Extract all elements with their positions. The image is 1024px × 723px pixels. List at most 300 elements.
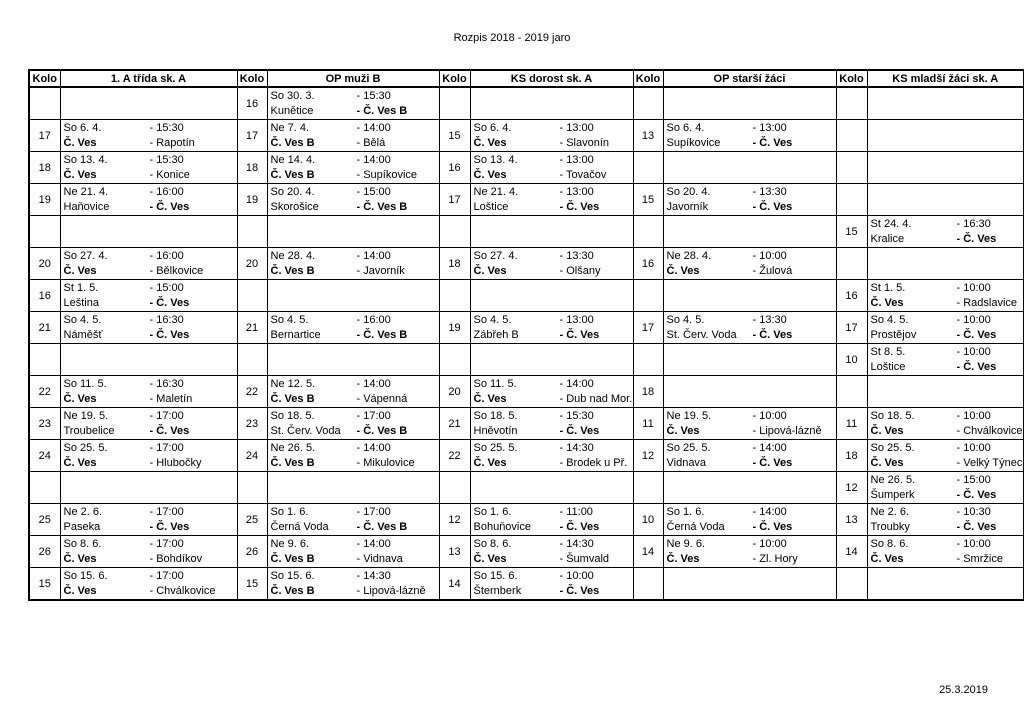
- match-cell: [867, 376, 1024, 408]
- home-team: Č. Ves: [63, 392, 97, 405]
- match-time: - 10:00: [956, 313, 991, 326]
- match-cell: [663, 440, 836, 472]
- away-team: - Č. Ves: [559, 200, 600, 213]
- home-team: Černá Voda: [666, 520, 725, 533]
- match-time: - 16:00: [149, 249, 184, 262]
- round-number: 16: [439, 152, 470, 184]
- round-number: [633, 280, 663, 312]
- match-time: - 13:00: [752, 121, 787, 134]
- match-cell: [60, 440, 237, 472]
- match-time: - 14:30: [559, 537, 594, 550]
- home-team: Č. Ves B: [270, 168, 315, 181]
- match-cell: [470, 87, 633, 120]
- home-team: Javorník: [666, 200, 709, 213]
- home-team: Supíkovice: [666, 136, 721, 149]
- round-number: 16: [836, 280, 867, 312]
- away-team: - Č. Ves: [149, 200, 190, 213]
- round-number: 17: [237, 120, 267, 152]
- away-team: - Č. Ves B: [356, 104, 408, 117]
- document-date: 25.3.2019: [939, 684, 988, 696]
- table-row: [29, 408, 1024, 440]
- header-competition: KS dorost sk. A: [470, 70, 633, 87]
- match-cell: [267, 440, 439, 472]
- round-number: [836, 568, 867, 601]
- match-cell: [663, 312, 836, 344]
- away-team: - Hlubočky: [149, 456, 202, 469]
- away-team: - Lipová-lázně: [356, 584, 426, 597]
- match-cell: [470, 440, 633, 472]
- round-number: 12: [836, 472, 867, 504]
- match-cell: [267, 120, 439, 152]
- home-team: Č. Ves B: [270, 552, 315, 565]
- round-number: 11: [633, 408, 663, 440]
- round-number: 19: [29, 184, 60, 216]
- home-team: Troubelice: [63, 424, 115, 437]
- match-time: - 15:30: [149, 153, 184, 166]
- round-number: 14: [836, 536, 867, 568]
- match-cell: [663, 184, 836, 216]
- header-kolo: Kolo: [29, 70, 60, 87]
- match-time: - 13:30: [559, 249, 594, 262]
- match-date: So 11. 5.: [63, 377, 107, 390]
- match-time: - 14:00: [356, 153, 391, 166]
- match-cell: [267, 280, 439, 312]
- match-cell: [867, 536, 1024, 568]
- match-cell: [267, 184, 439, 216]
- round-number: [836, 120, 867, 152]
- match-date: So 27. 4.: [473, 249, 518, 262]
- round-number: [836, 87, 867, 120]
- match-cell: [470, 248, 633, 280]
- table-row: [29, 87, 1024, 120]
- round-number: 20: [439, 376, 470, 408]
- away-team: - Velký Týnec: [956, 456, 1023, 469]
- match-date: Ne 26. 5.: [270, 441, 316, 454]
- home-team: Vidnava: [666, 456, 707, 469]
- match-cell: [867, 216, 1024, 248]
- match-cell: [60, 472, 237, 504]
- match-date: So 15. 6.: [63, 569, 108, 582]
- match-date: So 25. 5.: [870, 441, 915, 454]
- round-number: [439, 472, 470, 504]
- away-team: - Č. Ves: [956, 360, 997, 373]
- round-number: 19: [237, 184, 267, 216]
- round-number: 12: [633, 440, 663, 472]
- home-team: Loštice: [870, 360, 906, 373]
- match-time: - 10:00: [559, 569, 594, 582]
- match-cell: [663, 472, 836, 504]
- match-date: So 6. 4.: [666, 121, 705, 134]
- home-team: Č. Ves B: [270, 584, 315, 597]
- round-number: [439, 216, 470, 248]
- round-number: [439, 344, 470, 376]
- home-team: Č. Ves: [63, 456, 97, 469]
- home-team: Č. Ves: [63, 264, 97, 277]
- match-time: - 17:00: [149, 409, 184, 422]
- match-cell: [60, 120, 237, 152]
- round-number: 13: [633, 120, 663, 152]
- home-team: Haňovice: [63, 200, 110, 213]
- match-time: - 10:30: [956, 505, 991, 518]
- round-number: 18: [836, 440, 867, 472]
- table-row: [29, 568, 1024, 601]
- match-date: So 20. 4.: [270, 185, 315, 198]
- home-team: Hněvotín: [473, 424, 518, 437]
- match-time: - 14:00: [559, 377, 594, 390]
- match-time: - 17:00: [356, 409, 391, 422]
- home-team: Č. Ves: [870, 296, 904, 309]
- match-time: - 10:00: [956, 345, 991, 358]
- header-competition: 1. A třída sk. A: [60, 70, 237, 87]
- match-date: So 18. 5.: [270, 409, 315, 422]
- home-team: Č. Ves: [870, 552, 904, 565]
- round-number: 22: [237, 376, 267, 408]
- match-cell: [60, 312, 237, 344]
- match-date: St 24. 4.: [870, 217, 912, 230]
- table-row: [29, 440, 1024, 472]
- match-date: So 27. 4.: [63, 249, 108, 262]
- match-date: Ne 2. 6.: [63, 505, 103, 518]
- away-team: - Supíkovice: [356, 168, 418, 181]
- home-team: Č. Ves B: [270, 456, 315, 469]
- match-date: Ne 28. 4.: [666, 249, 712, 262]
- round-number: [633, 568, 663, 601]
- home-team: Černá Voda: [270, 520, 329, 533]
- header-competition: KS mladší žáci sk. A: [867, 70, 1024, 87]
- match-date: So 13. 4.: [63, 153, 108, 166]
- match-time: - 15:30: [356, 89, 391, 102]
- home-team: Loštice: [473, 200, 509, 213]
- table-row: [29, 536, 1024, 568]
- match-date: So 8. 6.: [63, 537, 102, 550]
- match-time: - 17:00: [356, 505, 391, 518]
- match-cell: [470, 344, 633, 376]
- match-date: Ne 9. 6.: [270, 537, 310, 550]
- home-team: St. Červ. Voda: [666, 328, 737, 341]
- round-number: [29, 472, 60, 504]
- match-time: - 10:00: [956, 281, 991, 294]
- match-date: So 8. 6.: [870, 537, 909, 550]
- round-number: 20: [29, 248, 60, 280]
- home-team: Č. Ves: [666, 264, 700, 277]
- match-time: - 13:00: [559, 121, 594, 134]
- match-cell: [60, 568, 237, 601]
- away-team: - Č. Ves B: [356, 200, 408, 213]
- match-cell: [60, 248, 237, 280]
- away-team: - Slavonín: [559, 136, 610, 149]
- home-team: Bernartice: [270, 328, 321, 341]
- away-team: - Lipová-lázně: [752, 424, 822, 437]
- table-row: [29, 152, 1024, 184]
- match-date: So 11. 5.: [473, 377, 517, 390]
- round-number: 15: [29, 568, 60, 601]
- match-cell: [60, 376, 237, 408]
- match-cell: [470, 408, 633, 440]
- round-number: 22: [29, 376, 60, 408]
- match-date: So 4. 5.: [666, 313, 705, 326]
- round-number: [836, 248, 867, 280]
- round-number: 12: [439, 504, 470, 536]
- round-number: 14: [633, 536, 663, 568]
- match-cell: [867, 312, 1024, 344]
- round-number: 25: [237, 504, 267, 536]
- match-date: Ne 21. 4.: [473, 185, 519, 198]
- home-team: Prostějov: [870, 328, 917, 341]
- round-number: 11: [836, 408, 867, 440]
- home-team: Skorošice: [270, 200, 319, 213]
- away-team: - Bohdíkov: [149, 552, 203, 565]
- match-time: - 16:00: [149, 185, 184, 198]
- away-team: - Vidnava: [356, 552, 403, 565]
- match-cell: [60, 280, 237, 312]
- round-number: 16: [237, 87, 267, 120]
- round-number: 26: [237, 536, 267, 568]
- round-number: 26: [29, 536, 60, 568]
- home-team: Paseka: [63, 520, 101, 533]
- match-date: So 6. 4.: [473, 121, 512, 134]
- round-number: 18: [237, 152, 267, 184]
- match-cell: [267, 87, 439, 120]
- match-date: Ne 2. 6.: [870, 505, 910, 518]
- home-team: Č. Ves: [63, 136, 97, 149]
- round-number: 17: [633, 312, 663, 344]
- round-number: 23: [29, 408, 60, 440]
- match-date: So 30. 3.: [270, 89, 315, 102]
- match-cell: [267, 408, 439, 440]
- match-date: So 25. 5.: [63, 441, 108, 454]
- match-cell: [663, 344, 836, 376]
- home-team: Č. Ves: [473, 168, 507, 181]
- away-team: - Č. Ves: [752, 328, 793, 341]
- match-cell: [60, 536, 237, 568]
- match-date: St 1. 5.: [63, 281, 99, 294]
- away-team: - Č. Ves: [149, 296, 190, 309]
- match-cell: [267, 344, 439, 376]
- round-number: 18: [29, 152, 60, 184]
- table-row: [29, 344, 1024, 376]
- match-cell: [267, 248, 439, 280]
- table-row: [29, 248, 1024, 280]
- match-time: - 14:00: [356, 121, 391, 134]
- away-team: - Brodek u Př.: [559, 456, 628, 469]
- match-cell: [663, 152, 836, 184]
- round-number: 15: [439, 120, 470, 152]
- table-row: [29, 312, 1024, 344]
- match-cell: [470, 568, 633, 601]
- match-cell: [470, 280, 633, 312]
- table-row: [29, 376, 1024, 408]
- match-cell: [267, 376, 439, 408]
- round-number: [633, 472, 663, 504]
- match-cell: [663, 536, 836, 568]
- home-team: Č. Ves: [63, 584, 97, 597]
- round-number: [29, 216, 60, 248]
- match-cell: [60, 504, 237, 536]
- round-number: [836, 152, 867, 184]
- match-time: - 10:00: [956, 441, 991, 454]
- match-date: Ne 7. 4.: [270, 121, 310, 134]
- match-cell: [867, 152, 1024, 184]
- home-team: Č. Ves: [473, 456, 507, 469]
- match-date: So 1. 6.: [473, 505, 512, 518]
- round-number: 10: [836, 344, 867, 376]
- match-time: - 17:00: [149, 441, 184, 454]
- away-team: - Zl. Hory: [752, 552, 798, 565]
- header-competition: OP muži B: [267, 70, 439, 87]
- round-number: [836, 184, 867, 216]
- round-number: [237, 472, 267, 504]
- away-team: - Č. Ves: [752, 200, 793, 213]
- match-time: - 17:00: [149, 537, 184, 550]
- match-cell: [60, 408, 237, 440]
- table-row: [29, 216, 1024, 248]
- home-team: Č. Ves B: [270, 264, 315, 277]
- away-team: - Č. Ves: [149, 328, 190, 341]
- table-row: [29, 472, 1024, 504]
- match-time: - 17:00: [149, 569, 184, 582]
- match-date: So 1. 6.: [666, 505, 705, 518]
- round-number: [29, 87, 60, 120]
- away-team: - Chválkovice: [956, 424, 1023, 437]
- match-cell: [867, 248, 1024, 280]
- match-time: - 14:00: [752, 505, 787, 518]
- away-team: - Č. Ves: [752, 520, 793, 533]
- round-number: 17: [836, 312, 867, 344]
- round-number: 19: [439, 312, 470, 344]
- match-date: Ne 9. 6.: [666, 537, 706, 550]
- match-cell: [867, 472, 1024, 504]
- match-cell: [60, 344, 237, 376]
- match-cell: [470, 216, 633, 248]
- away-team: - Č. Ves: [956, 488, 997, 501]
- match-time: - 10:00: [752, 537, 787, 550]
- away-team: - Č. Ves: [559, 520, 600, 533]
- home-team: Šumperk: [870, 488, 915, 501]
- match-date: So 4. 5.: [870, 313, 909, 326]
- match-date: So 4. 5.: [473, 313, 512, 326]
- match-time: - 14:00: [356, 441, 391, 454]
- home-team: Č. Ves: [870, 424, 904, 437]
- away-team: - Šumvald: [559, 552, 610, 565]
- away-team: - Č. Ves: [559, 424, 600, 437]
- round-number: 25: [29, 504, 60, 536]
- match-date: So 18. 5.: [473, 409, 518, 422]
- home-team: Č. Ves: [870, 456, 904, 469]
- match-time: - 11:00: [559, 505, 593, 518]
- match-cell: [867, 568, 1024, 601]
- match-date: So 4. 5.: [63, 313, 102, 326]
- match-cell: [267, 312, 439, 344]
- round-number: [836, 376, 867, 408]
- match-time: - 13:30: [752, 313, 787, 326]
- match-time: - 14:00: [356, 377, 391, 390]
- round-number: 15: [237, 568, 267, 601]
- header-kolo: Kolo: [836, 70, 867, 87]
- match-time: - 14:00: [356, 249, 391, 262]
- match-cell: [470, 312, 633, 344]
- away-team: - Č. Ves B: [356, 424, 408, 437]
- match-cell: [867, 344, 1024, 376]
- round-number: [439, 280, 470, 312]
- away-team: - Dub nad Mor.: [559, 392, 633, 405]
- away-team: - Č. Ves: [956, 232, 997, 245]
- round-number: 22: [439, 440, 470, 472]
- round-number: 21: [237, 312, 267, 344]
- round-number: [237, 280, 267, 312]
- header-kolo: Kolo: [633, 70, 663, 87]
- home-team: Zábřeh B: [473, 328, 519, 341]
- home-team: Č. Ves: [63, 168, 97, 181]
- round-number: 16: [633, 248, 663, 280]
- match-cell: [470, 120, 633, 152]
- round-number: 21: [29, 312, 60, 344]
- round-number: 18: [633, 376, 663, 408]
- away-team: - Bělkovice: [149, 264, 204, 277]
- home-team: Náměšť: [63, 328, 103, 341]
- header-competition: OP starší žáci: [663, 70, 836, 87]
- round-number: [633, 152, 663, 184]
- round-number: [29, 344, 60, 376]
- match-cell: [663, 504, 836, 536]
- match-time: - 13:30: [752, 185, 787, 198]
- table-row: [29, 120, 1024, 152]
- match-time: - 16:30: [149, 377, 184, 390]
- match-time: - 15:30: [149, 121, 184, 134]
- round-number: [237, 216, 267, 248]
- home-team: Č. Ves: [473, 136, 507, 149]
- round-number: 17: [439, 184, 470, 216]
- match-cell: [663, 248, 836, 280]
- round-number: 20: [237, 248, 267, 280]
- away-team: - Mikulovice: [356, 456, 415, 469]
- match-date: Ne 19. 5.: [63, 409, 109, 422]
- away-team: - Vápenná: [356, 392, 408, 405]
- match-cell: [470, 376, 633, 408]
- match-date: So 25. 5.: [473, 441, 518, 454]
- away-team: - Radslavice: [956, 296, 1018, 309]
- match-date: So 15. 6.: [473, 569, 518, 582]
- away-team: - Javorník: [356, 264, 405, 277]
- home-team: Č. Ves: [473, 392, 507, 405]
- match-time: - 14:00: [356, 537, 391, 550]
- round-number: [633, 87, 663, 120]
- round-number: 18: [439, 248, 470, 280]
- match-time: - 10:00: [752, 409, 787, 422]
- round-number: [633, 344, 663, 376]
- round-number: 15: [633, 184, 663, 216]
- match-cell: [60, 184, 237, 216]
- match-cell: [663, 568, 836, 601]
- match-cell: [663, 376, 836, 408]
- away-team: - Maletín: [149, 392, 193, 405]
- away-team: - Chválkovice: [149, 584, 216, 597]
- round-number: 10: [633, 504, 663, 536]
- match-time: - 15:30: [559, 409, 594, 422]
- match-time: - 14:30: [559, 441, 594, 454]
- match-cell: [663, 87, 836, 120]
- round-number: [439, 87, 470, 120]
- match-date: So 13. 4.: [473, 153, 518, 166]
- table-row: [29, 184, 1024, 216]
- header-kolo: Kolo: [439, 70, 470, 87]
- match-time: - 16:00: [356, 313, 391, 326]
- header-row: [29, 70, 1024, 87]
- match-date: So 6. 4.: [63, 121, 102, 134]
- away-team: - Bělá: [356, 136, 386, 149]
- match-cell: [267, 152, 439, 184]
- match-date: So 25. 5.: [666, 441, 711, 454]
- home-team: Leština: [63, 296, 99, 309]
